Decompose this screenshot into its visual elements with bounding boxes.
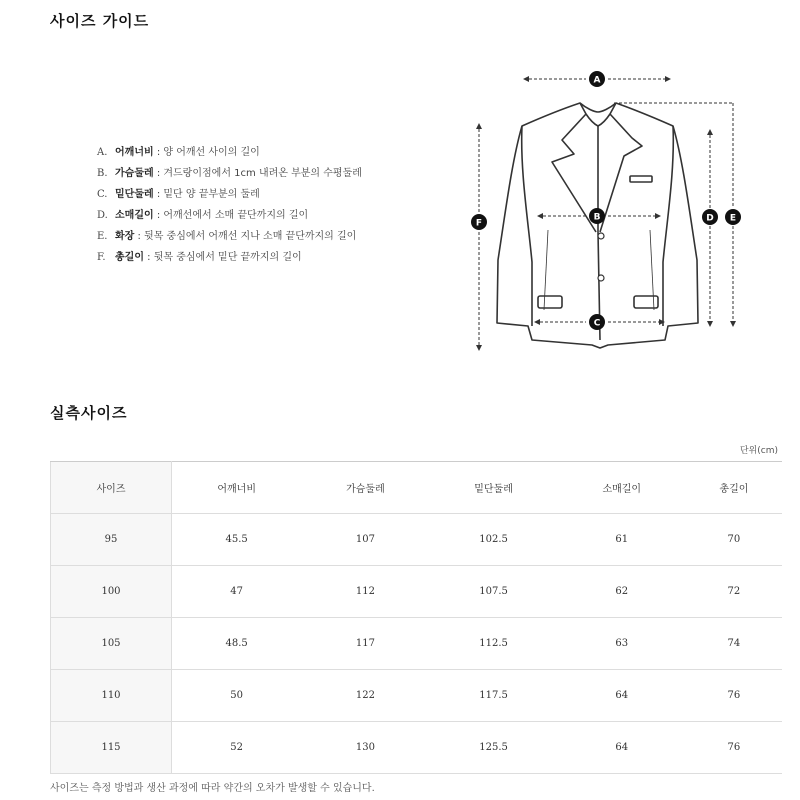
- legend-name: 총길이: [115, 252, 144, 263]
- table-cell: 76: [686, 670, 782, 722]
- table-cell: 107: [301, 514, 429, 566]
- table-cell: 64: [558, 670, 686, 722]
- table-cell: 47: [172, 566, 302, 618]
- header-size: 사이즈: [51, 462, 172, 514]
- jacket-outline: [497, 103, 698, 348]
- table-header-row: [51, 462, 783, 514]
- table-cell: 130: [301, 722, 429, 774]
- table-row: [51, 514, 783, 566]
- badge-d-label: D: [706, 213, 714, 224]
- table-row: [51, 618, 783, 670]
- legend-item-e: [97, 227, 457, 248]
- legend-name: 밑단둘레: [115, 189, 154, 200]
- legend-item-c: [97, 185, 457, 206]
- badge-f-label: F: [475, 218, 483, 229]
- header-sleeve: 소매길이: [558, 462, 686, 514]
- legend-item-a: [97, 143, 457, 164]
- legend-letter: F.: [97, 252, 106, 263]
- legend-letter: C.: [97, 189, 108, 200]
- legend-desc: : 뒷목 중심에서 어깨선 지나 소매 끝단까지의 길이: [134, 231, 357, 242]
- size-cell: 95: [51, 514, 172, 566]
- size-cell: 110: [51, 670, 172, 722]
- table-cell: 45.5: [172, 514, 302, 566]
- table-cell: 112: [301, 566, 429, 618]
- legend-name: 화장: [115, 231, 135, 242]
- table-cell: 102.5: [430, 514, 558, 566]
- table-cell: 117.5: [430, 670, 558, 722]
- legend-letter: E.: [97, 231, 108, 242]
- table-cell: 52: [172, 722, 302, 774]
- table-cell: 50: [172, 670, 302, 722]
- legend-desc: : 양 어깨선 사이의 길이: [153, 147, 260, 158]
- size-cell: 105: [51, 618, 172, 670]
- table-cell: 117: [301, 618, 429, 670]
- header-hem: 밑단둘레: [430, 462, 558, 514]
- table-row: [51, 670, 783, 722]
- table-cell: 63: [558, 618, 686, 670]
- header-length: 총길이: [686, 462, 782, 514]
- table-row: [51, 722, 783, 774]
- table-cell: 76: [686, 722, 782, 774]
- size-guide-title: 사이즈 가이드: [50, 12, 150, 30]
- size-cell: 115: [51, 722, 172, 774]
- legend-desc: : 밑단 양 끝부분의 둘레: [153, 189, 260, 200]
- legend-letter: B.: [97, 168, 108, 179]
- size-cell: 100: [51, 566, 172, 618]
- table-cell: 74: [686, 618, 782, 670]
- legend-name: 가슴둘레: [115, 168, 154, 179]
- legend-name: 어깨너비: [115, 147, 154, 158]
- badge-c-label: C: [593, 318, 601, 329]
- table-cell: 112.5: [430, 618, 558, 670]
- legend-desc: : 겨드랑이점에서 1cm 내려온 부분의 수평둘레: [153, 168, 362, 179]
- table-cell: 70: [686, 514, 782, 566]
- legend-desc: : 어깨선에서 소매 끝단까지의 길이: [153, 210, 309, 221]
- size-table: [50, 461, 782, 774]
- jacket-diagram: [465, 60, 755, 360]
- legend-item-f: [97, 248, 457, 269]
- header-chest: 가슴둘레: [301, 462, 429, 514]
- measured-size-title: 실측사이즈: [50, 404, 128, 422]
- legend-desc: : 뒷목 중심에서 밑단 끝까지의 길이: [143, 252, 302, 263]
- table-cell: 62: [558, 566, 686, 618]
- unit-label: 단위(cm): [739, 446, 778, 456]
- legend-name: 소매길이: [115, 210, 154, 221]
- badge-a-label: A: [593, 75, 601, 86]
- badge-b-label: B: [593, 212, 601, 223]
- table-cell: 48.5: [172, 618, 302, 670]
- header-shoulder: 어깨너비: [172, 462, 302, 514]
- badge-e-label: E: [729, 213, 737, 224]
- measurement-note: 사이즈는 측정 방법과 생산 과정에 따라 약간의 오차가 발생할 수 있습니다.: [50, 783, 375, 794]
- legend-letter: A.: [97, 147, 108, 158]
- table-cell: 72: [686, 566, 782, 618]
- table-cell: 125.5: [430, 722, 558, 774]
- table-cell: 122: [301, 670, 429, 722]
- legend-letter: D.: [97, 210, 108, 221]
- table-cell: 64: [558, 722, 686, 774]
- table-cell: 107.5: [430, 566, 558, 618]
- legend-item-d: [97, 206, 457, 227]
- legend-item-b: [97, 164, 457, 185]
- table-cell: 61: [558, 514, 686, 566]
- measurement-legend: [97, 143, 457, 269]
- table-row: [51, 566, 783, 618]
